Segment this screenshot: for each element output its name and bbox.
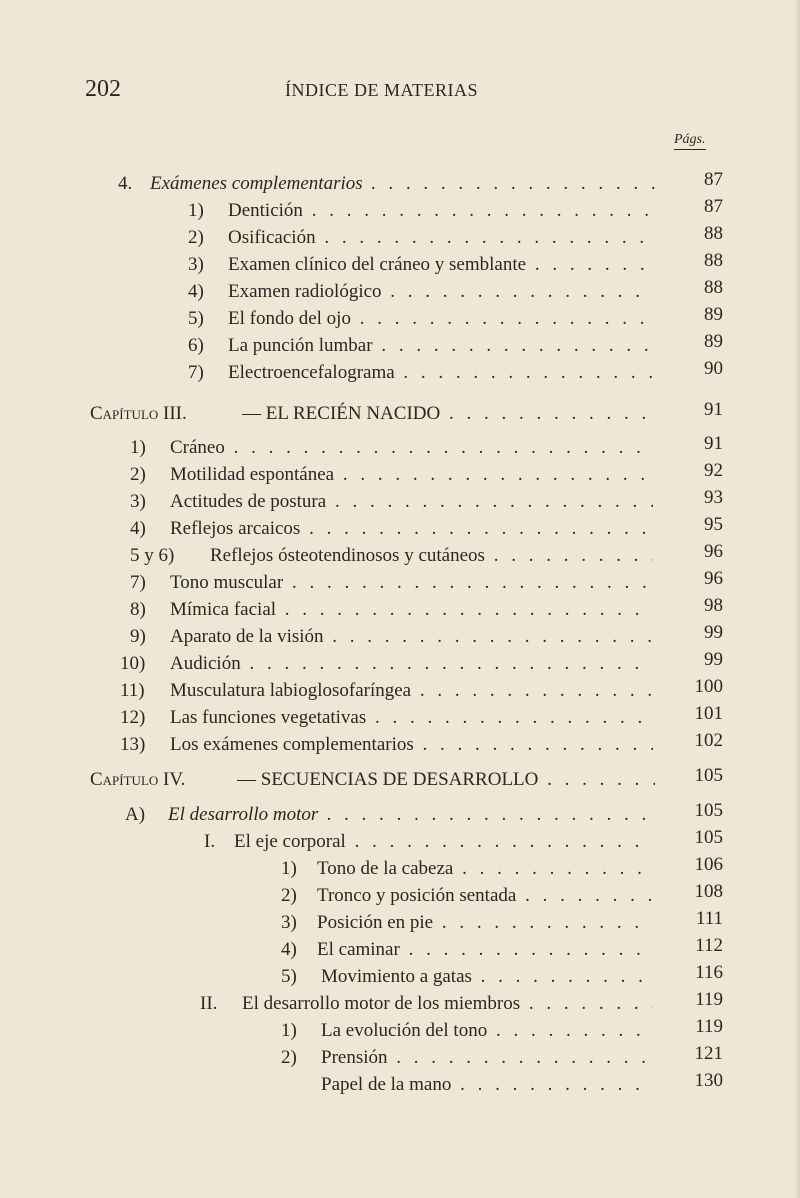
- toc-title: Exámenes complementarios . . .: [150, 170, 655, 198]
- toc-page: 88: [704, 223, 723, 244]
- toc-number: 13): [120, 734, 146, 755]
- toc-number: 5 y 6): [130, 545, 175, 566]
- toc-page: 106: [694, 854, 723, 875]
- toc-subsection: [125, 801, 723, 829]
- toc-page: 88: [704, 250, 723, 271]
- toc-number: 2): [281, 885, 297, 906]
- toc-page: 130: [694, 1070, 723, 1091]
- toc-title: Motilidad espontánea . . .: [170, 461, 653, 489]
- page-header: [85, 76, 720, 106]
- toc-item: [130, 515, 723, 543]
- toc-page: 99: [704, 649, 723, 670]
- toc-page: 96: [704, 541, 723, 562]
- toc-number: 7): [130, 572, 146, 593]
- toc-title: La punción lumbar . . .: [228, 332, 653, 360]
- toc-number: 1): [130, 437, 146, 458]
- toc-page: 89: [704, 331, 723, 352]
- toc-number: 2): [281, 1047, 297, 1068]
- toc-title: El eje corporal . . .: [234, 828, 653, 856]
- toc-chapter-heading: [90, 400, 723, 428]
- running-title: ÍNDICE DE MATERIAS: [285, 80, 478, 100]
- toc-item: [188, 305, 723, 333]
- toc-page: 111: [695, 908, 723, 929]
- toc-page: 96: [704, 568, 723, 589]
- toc-item: [130, 623, 723, 651]
- toc-number: 1): [188, 200, 204, 221]
- toc-number: 6): [188, 335, 204, 356]
- toc-part: [200, 990, 723, 1018]
- toc-title: Reflejos arcaicos . . .: [170, 515, 653, 543]
- toc-number: 5): [281, 966, 297, 987]
- toc-title: Papel de la mano . . .: [321, 1071, 653, 1099]
- toc-page: 105: [694, 827, 723, 848]
- toc-item: [130, 542, 723, 570]
- toc-page: 87: [704, 196, 723, 217]
- toc-number: 4): [188, 281, 204, 302]
- toc-number: 4): [130, 518, 146, 539]
- toc-item: [130, 488, 723, 516]
- toc-number: 3): [130, 491, 146, 512]
- toc-page: 119: [695, 1016, 723, 1037]
- toc-title: Reflejos ósteotendinosos y cutáneos . . .: [210, 542, 653, 570]
- toc-title: Tronco y posición sentada . . .: [317, 882, 653, 910]
- toc-item: [281, 1071, 723, 1099]
- toc-title: Aparato de la visión . . .: [170, 623, 653, 651]
- toc-title: Electroencefalograma . . .: [228, 359, 653, 387]
- toc-page: 87: [704, 169, 723, 190]
- toc-item: [281, 936, 723, 964]
- chapter-title: — EL RECIÉN NACIDO . . .: [242, 400, 655, 428]
- toc-page: 91: [704, 433, 723, 454]
- toc-number: 3): [188, 254, 204, 275]
- toc-page: 101: [694, 703, 723, 724]
- toc-title: Movimiento a gatas . . .: [321, 963, 653, 991]
- toc-title: Los exámenes complementarios . . .: [170, 731, 653, 759]
- toc-number: 2): [188, 227, 204, 248]
- toc-title: Posición en pie . . .: [317, 909, 653, 937]
- toc-title: La evolución del tono . . .: [321, 1017, 653, 1045]
- toc-title: Osificación . . .: [228, 224, 653, 252]
- toc-item: [281, 1044, 723, 1072]
- toc-item: [130, 461, 723, 489]
- toc-number: A): [125, 804, 146, 825]
- toc-part: [204, 828, 723, 856]
- toc-item: [281, 963, 723, 991]
- toc-number: II.: [200, 993, 218, 1014]
- toc-page: 105: [694, 765, 723, 786]
- chapter-label: Capítulo IV.: [90, 769, 186, 790]
- toc-item: [120, 704, 723, 732]
- toc-number: I.: [204, 831, 216, 852]
- toc-page: 119: [695, 989, 723, 1010]
- toc-title: Actitudes de postura . . .: [170, 488, 653, 516]
- toc-title: Examen clínico del cráneo y semblante . . .: [228, 251, 653, 279]
- toc-title: Audición . . .: [170, 650, 653, 678]
- toc-item: [281, 855, 723, 883]
- toc-number: 12): [120, 707, 146, 728]
- toc-chapter-heading: [90, 766, 723, 794]
- page-edge: [794, 0, 800, 1198]
- toc-item: [120, 677, 723, 705]
- toc-title: Tono de la cabeza . . .: [317, 855, 653, 883]
- toc-item: [188, 251, 723, 279]
- toc-page: 108: [694, 881, 723, 902]
- toc-item: [120, 650, 723, 678]
- toc-number: 9): [130, 626, 146, 647]
- toc-item: [130, 569, 723, 597]
- toc-section-heading: [118, 170, 723, 198]
- toc-page: 105: [694, 800, 723, 821]
- toc-title: El desarrollo motor de los miembros . . .: [242, 990, 653, 1018]
- toc-number: 7): [188, 362, 204, 383]
- pages-column-label: Págs.: [674, 132, 706, 150]
- page-number: 202: [85, 76, 121, 102]
- toc-page: 93: [704, 487, 723, 508]
- toc-page: 121: [694, 1043, 723, 1064]
- toc-item: [188, 332, 723, 360]
- toc-page: 99: [704, 622, 723, 643]
- toc-item: [188, 359, 723, 387]
- toc-number: 4): [281, 939, 297, 960]
- toc-item: [130, 434, 723, 462]
- toc-item: [188, 278, 723, 306]
- toc-item: [281, 909, 723, 937]
- toc-number: 11): [120, 680, 145, 701]
- toc-number: 8): [130, 599, 146, 620]
- toc-title: Cráneo . . .: [170, 434, 653, 462]
- toc-item: [281, 882, 723, 910]
- toc-item: [188, 197, 723, 225]
- chapter-title: — SECUENCIAS DE DESARROLLO . . .: [237, 766, 655, 794]
- toc-number: 3): [281, 912, 297, 933]
- toc-title: Las funciones vegetativas . . .: [170, 704, 653, 732]
- toc-title: Prensión . . .: [321, 1044, 653, 1072]
- toc-page: 112: [695, 935, 723, 956]
- toc-page: 100: [694, 676, 723, 697]
- chapter-label: Capítulo III.: [90, 403, 187, 424]
- toc-number: 2): [130, 464, 146, 485]
- toc-number: 1): [281, 858, 297, 879]
- toc-title: Musculatura labioglosofaríngea . . .: [170, 677, 653, 705]
- toc-page: 98: [704, 595, 723, 616]
- toc-page: 89: [704, 304, 723, 325]
- toc-page: 91: [704, 399, 723, 420]
- toc-number: 5): [188, 308, 204, 329]
- toc-number: 4.: [118, 173, 133, 194]
- toc-page: 102: [694, 730, 723, 751]
- toc-page: 116: [695, 962, 723, 983]
- toc-item: [281, 1017, 723, 1045]
- toc-item: [130, 596, 723, 624]
- toc-title: Mímica facial . . .: [170, 596, 653, 624]
- toc-title: El caminar . . .: [317, 936, 653, 964]
- toc-page: 88: [704, 277, 723, 298]
- toc-title: El fondo del ojo . . .: [228, 305, 653, 333]
- toc-title: Dentición . . .: [228, 197, 653, 225]
- toc-number: 1): [281, 1020, 297, 1041]
- toc-title: El desarrollo motor . . .: [168, 801, 653, 829]
- toc-title: Tono muscular . . .: [170, 569, 653, 597]
- toc-page: 95: [704, 514, 723, 535]
- toc-page: 90: [704, 358, 723, 379]
- toc-title: Examen radiológico . . .: [228, 278, 653, 306]
- toc-number: 10): [120, 653, 146, 674]
- toc-item: [188, 224, 723, 252]
- toc-item: [120, 731, 723, 759]
- toc-page: 92: [704, 460, 723, 481]
